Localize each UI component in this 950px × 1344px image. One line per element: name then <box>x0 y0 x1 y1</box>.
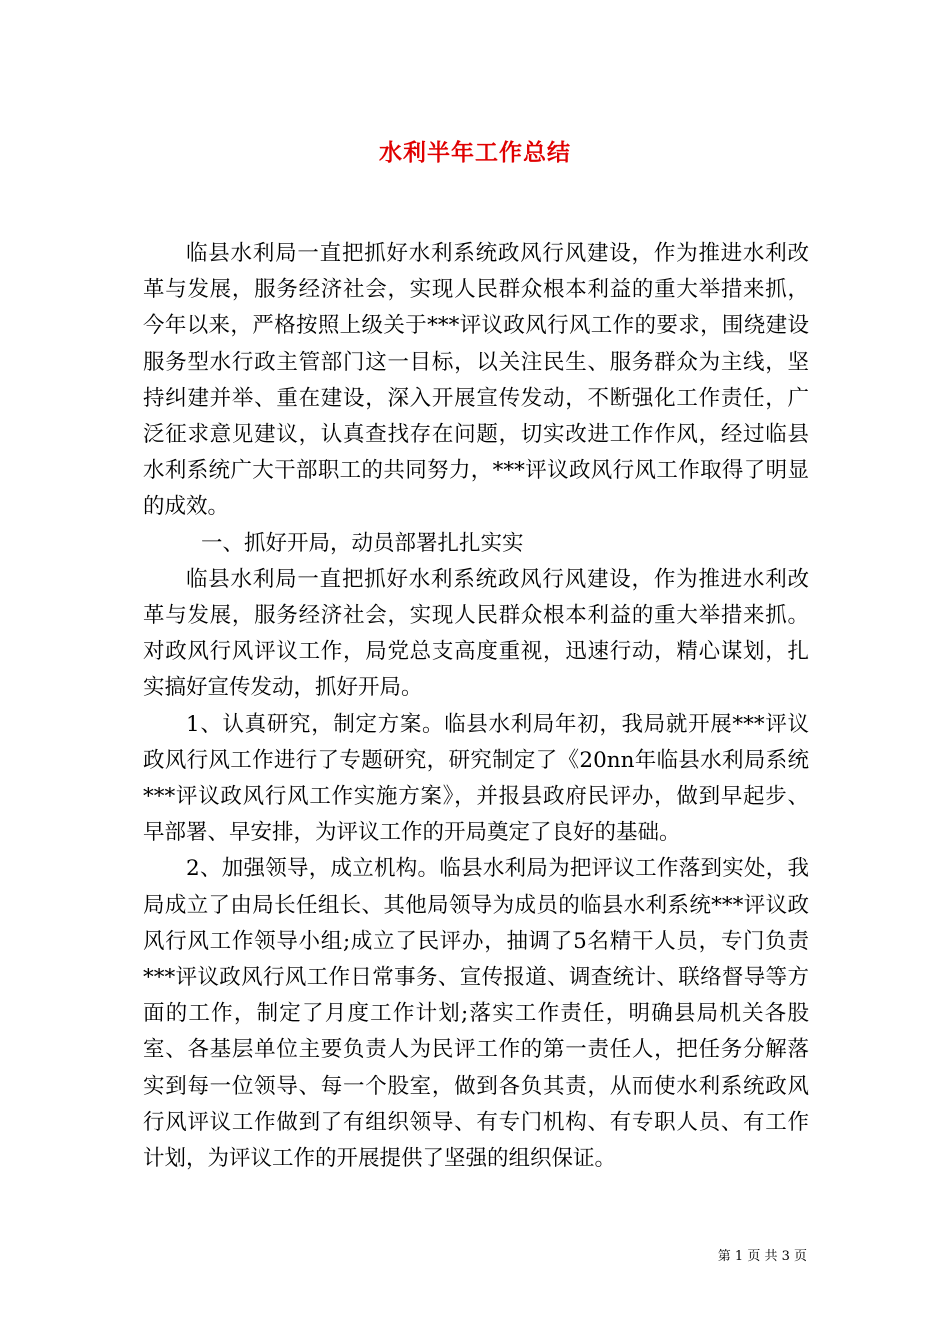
intro-paragraph: 临县水利局一直把抓好水利系统政风行风建设，作为推进水利改革与发展，服务经济社会，实现人民群众根本利益的重大举措来抓，今年以来，严格按照上级关于***评议政风行风工作的要求，围绕建设服务型水行政主管部门这一目标，以关注民生、服务群众为主线，坚持纠建并举、重在建设，深入开展宣传发动，不断强化工作责任，广泛征求意见建议，认真查找存在问题，切实改进工作作风，经过临县水利系统广大干部职工的共同努力，***评议政风行风工作取得了明显的成效。 <box>143 241 809 520</box>
page-number-footer: 第 1 页 共 3 页 <box>717 1249 807 1264</box>
section-heading-1: 一、抓好开局，动员部署扎扎实实 <box>201 530 524 556</box>
document-body <box>143 236 809 1177</box>
document-title: 水利半年工作总结 <box>379 140 571 166</box>
item-paragraph-2: 2、加强领导，成立机构。临县水利局为把评议工作落到实处，我局成立了由局长任组长、其他局领导为成员的临县水利系统***评议政风行风工作领导小组;成立了民评办，抽调了5名精干人员，专门负责***评议政风行风工作日常事务、宣传报道、调查统计、联络督导等方面的工作，制定了月度工作计划;落实工作责任，明确县局机关各股室、各基层单位主要负责人为民评工作的第一责任人，把任务分解落实到每一位领导、每一个股室，做到各负其责，从而使水利系统政风行风评议工作做到了有组织领导、有专门机构、有专职人员、有工作计划，为评议工作的开展提供了坚强的组织保证。 <box>143 856 809 1172</box>
item-paragraph-1: 1、认真研究，制定方案。临县水利局年初，我局就开展***评议政风行风工作进行了专题研究，研究制定了《20nn年临县水利局系统***评议政风行风工作实施方案》，并报县政府民评办，做到早起步、早部署、早安排，为评议工作的开局奠定了良好的基础。 <box>143 711 809 846</box>
section-paragraph-1: 临县水利局一直把抓好水利系统政风行风建设，作为推进水利改革与发展，服务经济社会，实现人民群众根本利益的重大举措来抓。对政风行风评议工作，局党总支高度重视，迅速行动，精心谋划，扎实搞好宣传发动，抓好开局。 <box>143 566 809 701</box>
